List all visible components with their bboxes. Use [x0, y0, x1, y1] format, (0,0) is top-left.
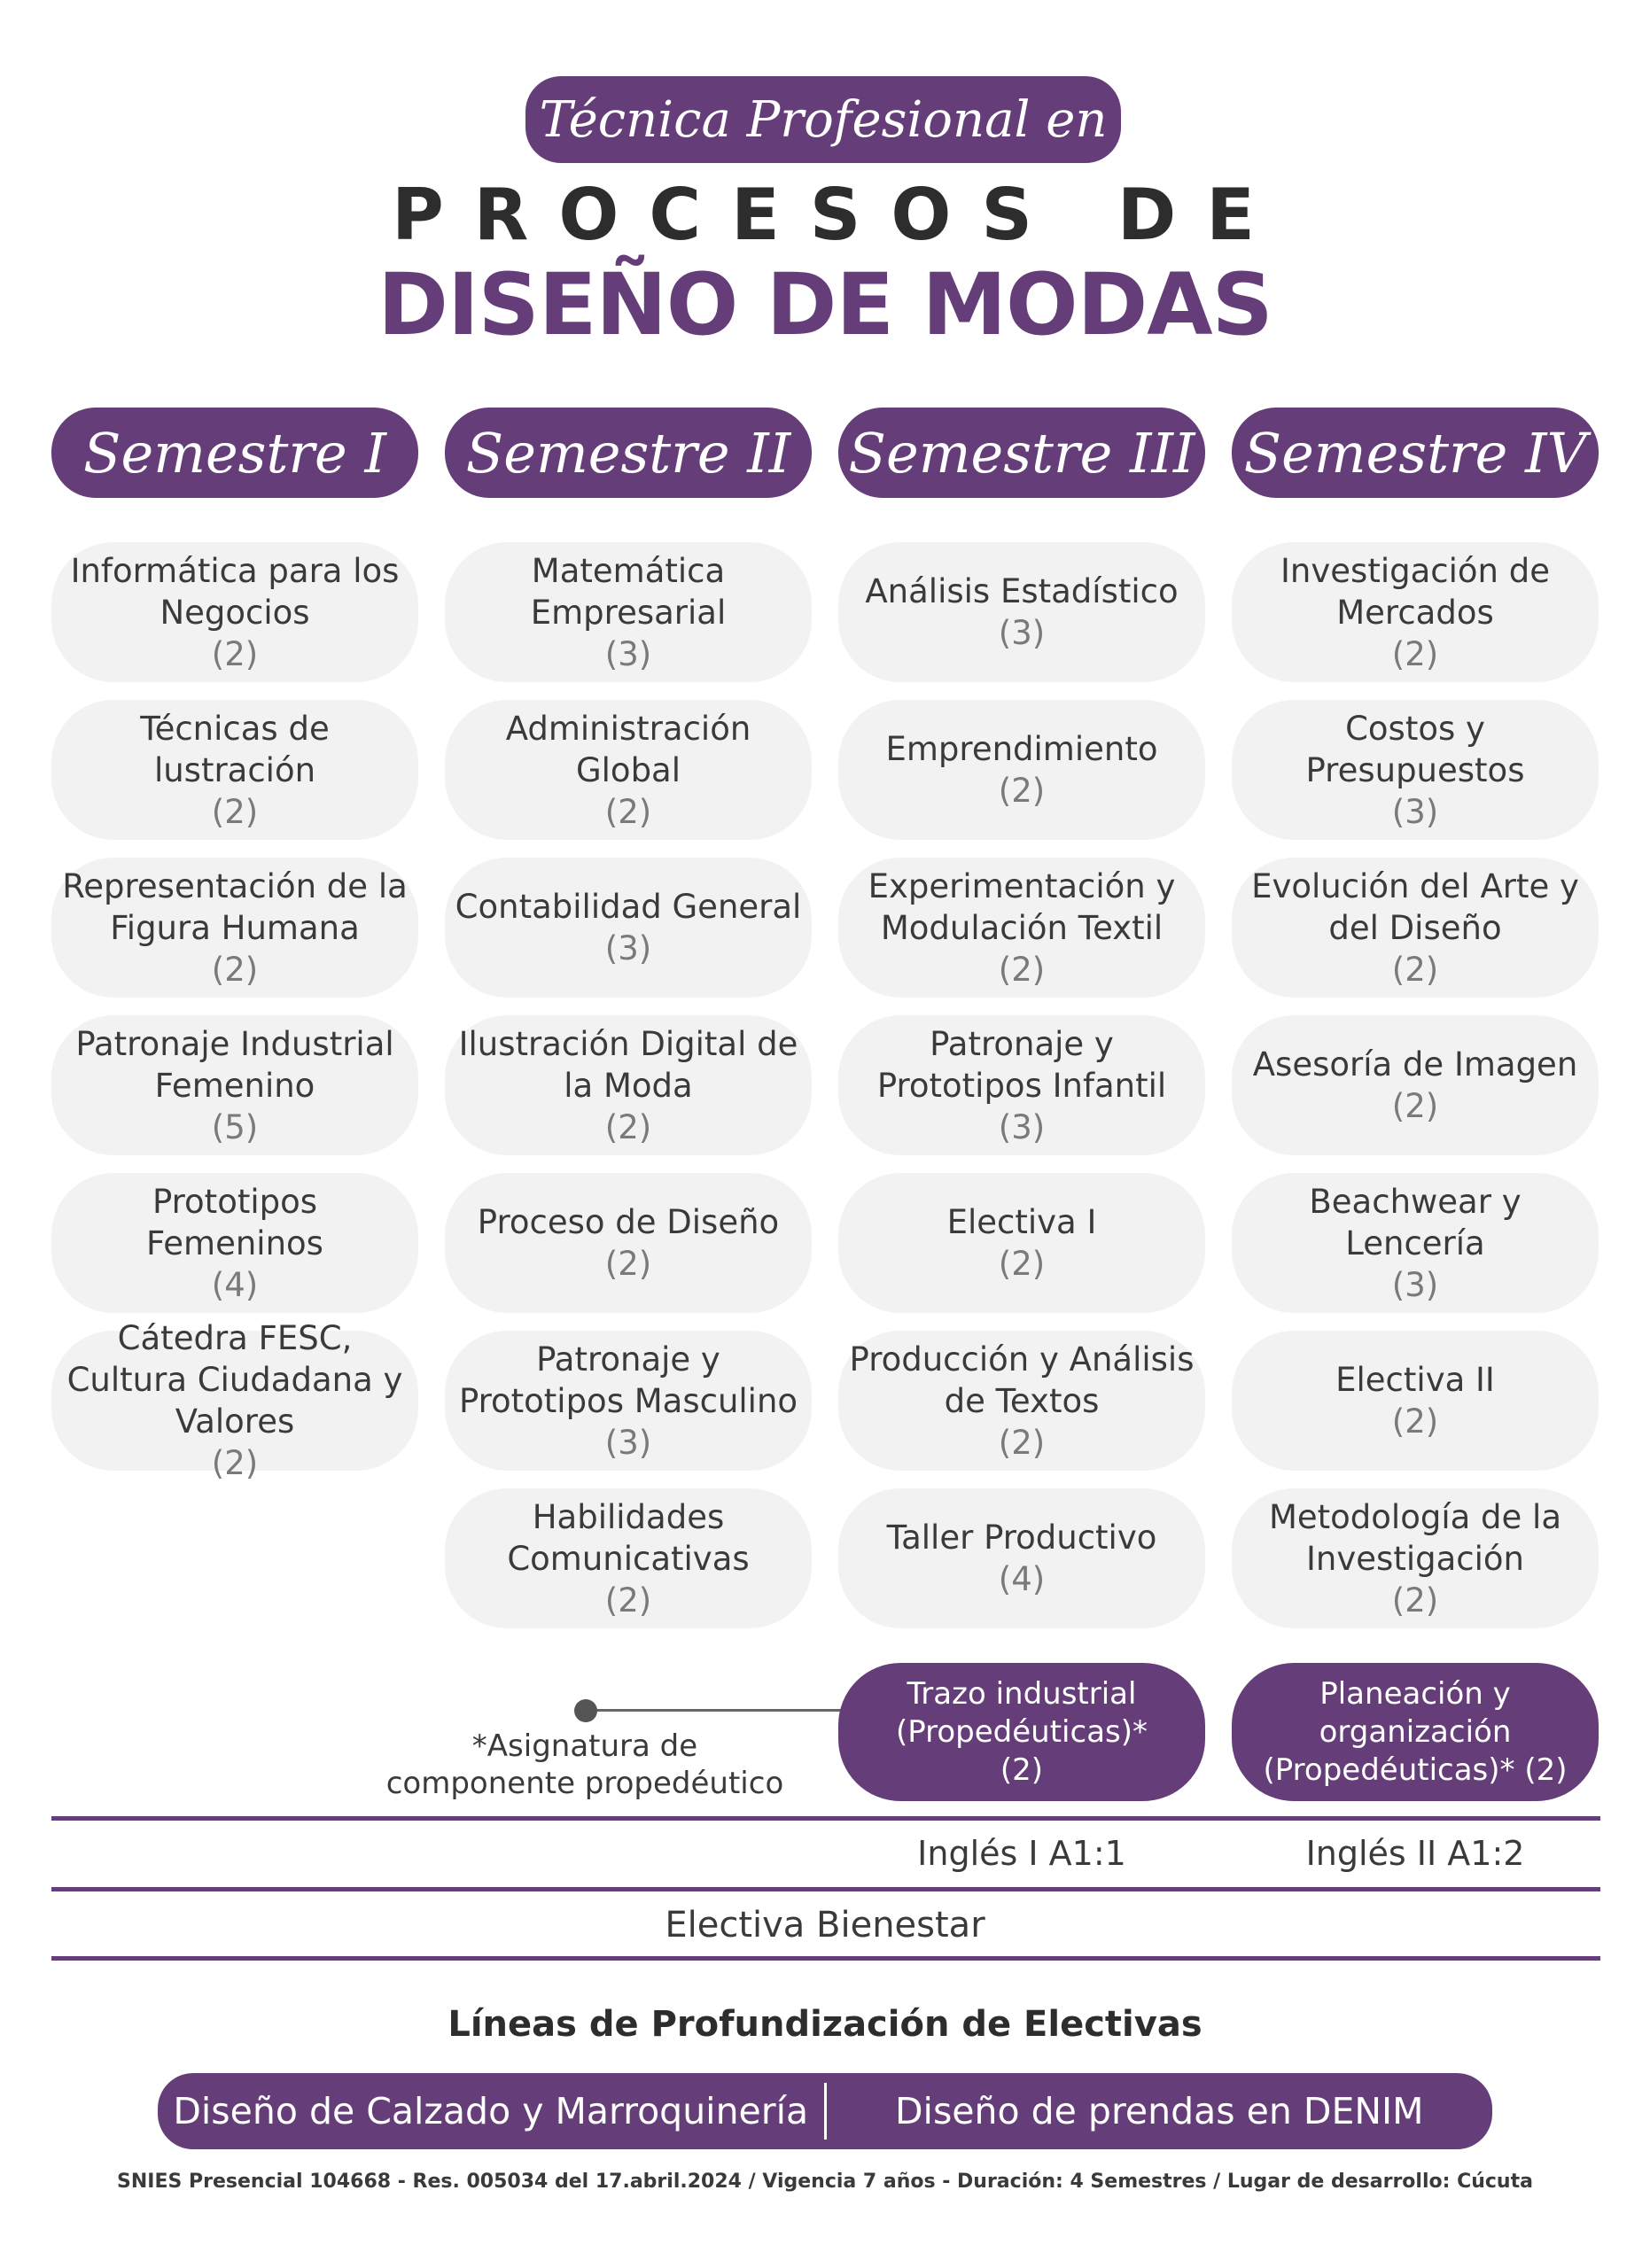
course-name: Taller Productivo: [886, 1518, 1157, 1557]
course-card: [838, 1488, 1205, 1628]
course-name: Administración Global: [505, 709, 751, 789]
program-type-label: Técnica Profesional en: [539, 90, 1108, 149]
course-name: Cátedra FESC, Cultura Ciudadana y Valores: [66, 1319, 403, 1441]
course-credits: (2): [604, 1581, 652, 1619]
course-credits: (2): [998, 772, 1046, 810]
divider-line: [51, 1887, 1600, 1891]
program-type-banner: [525, 76, 1121, 163]
course-name: Habilidades Comunicativas: [507, 1497, 750, 1578]
course-credits: (2): [211, 1444, 259, 1482]
course-credits: (3): [604, 1423, 652, 1462]
course-credits: (4): [998, 1560, 1046, 1598]
prop-line-1: Trazo industrial: [907, 1675, 1137, 1712]
semester-2-courses: [445, 542, 812, 1646]
course-name: Prototipos Femeninos: [146, 1182, 323, 1262]
propedeutic-course-sem4: [1232, 1663, 1599, 1801]
note-line-1: *Asignatura de: [471, 1728, 698, 1764]
semester-label: Semestre I: [83, 420, 386, 485]
course-card: [445, 1173, 812, 1313]
course-credits: (2): [211, 950, 259, 989]
course-card: [838, 1331, 1205, 1471]
bienestar-elective: Electiva Bienestar: [665, 1905, 985, 1946]
course-credits: (2): [211, 634, 259, 673]
footer-legal-text: SNIES Presencial 104668 - Res. 005034 del 17.abril.2024 / Vigencia 7 años - Duración: 4 Semestres / Lugar de desarrollo: Cúcuta: [117, 2171, 1533, 2193]
course-credits: (5): [211, 1107, 259, 1146]
english-sem3: Inglés I A1:1: [917, 1834, 1126, 1873]
propedeutic-note: [381, 1728, 789, 1802]
course-credits: (2): [1391, 1087, 1439, 1125]
course-credits: (2): [211, 792, 259, 831]
course-card: [1232, 700, 1599, 840]
course-credits: (2): [998, 950, 1046, 989]
course-card: [1232, 1488, 1599, 1628]
course-credits: (3): [998, 614, 1046, 652]
course-card: [1232, 1173, 1599, 1313]
course-card: [445, 1015, 812, 1155]
course-name: Investigación de Mercados: [1280, 551, 1550, 632]
course-card: [838, 858, 1205, 998]
course-credits: (2): [604, 1245, 652, 1283]
course-name: Representación de la Figura Humana: [62, 866, 408, 947]
course-name: Ilustración Digital de la Moda: [458, 1024, 798, 1105]
course-credits: (2): [1391, 950, 1439, 989]
course-card: [1232, 542, 1599, 682]
propedeutic-course-sem3: [838, 1663, 1205, 1801]
course-card: [51, 1015, 418, 1155]
course-name: Proceso de Diseño: [477, 1203, 780, 1241]
course-credits: (3): [1391, 1265, 1439, 1304]
course-credits: (2): [604, 1107, 652, 1146]
prop-line-1: Planeación y: [1319, 1675, 1511, 1712]
course-card: [51, 542, 418, 682]
prop-line-3: (2): [1000, 1751, 1044, 1788]
electives-heading: Líneas de Profundización de Electivas: [448, 2004, 1202, 2045]
course-card: [445, 1488, 812, 1628]
course-card: [838, 700, 1205, 840]
course-name: Producción y Análisis de Textos: [849, 1340, 1195, 1420]
course-card: [445, 858, 812, 998]
divider-line: [51, 1956, 1600, 1961]
course-name: Electiva II: [1335, 1361, 1495, 1399]
divider-line: [51, 1816, 1600, 1821]
prop-line-2: organización: [1319, 1713, 1512, 1750]
course-name: Costos y Presupuestos: [1305, 709, 1525, 789]
course-name: Matemática Empresarial: [530, 551, 727, 632]
course-name: Beachwear y Lencería: [1309, 1182, 1522, 1262]
electives-bar: [158, 2073, 1492, 2149]
course-credits: (2): [1391, 1581, 1439, 1619]
semester-label: Semestre II: [465, 420, 791, 485]
prop-line-2: (Propedéuticas)*: [895, 1713, 1148, 1750]
course-name: Emprendimiento: [885, 730, 1158, 768]
course-credits: (3): [1391, 792, 1439, 831]
semester-1-courses: [51, 542, 418, 1488]
course-name: Técnicas de lustración: [140, 709, 330, 789]
course-name: Contabilidad General: [455, 888, 802, 926]
course-name: Informática para los Negocios: [70, 551, 400, 632]
note-connector-line: [587, 1709, 844, 1712]
english-sem4: Inglés II A1:2: [1305, 1834, 1525, 1873]
course-card: [1232, 1331, 1599, 1471]
course-card: [51, 700, 418, 840]
elective-line-right: Diseño de prendas en DENIM: [894, 2090, 1424, 2132]
semester-header-3: [838, 408, 1205, 498]
semester-label: Semestre III: [848, 420, 1195, 485]
course-credits: (4): [211, 1265, 259, 1304]
course-card: [838, 1173, 1205, 1313]
note-connector-dot: [574, 1699, 597, 1722]
course-credits: (2): [1391, 1402, 1439, 1441]
semester-label: Semestre IV: [1243, 420, 1587, 485]
course-credits: (2): [1391, 634, 1439, 673]
course-name: Patronaje Industrial Femenino: [75, 1024, 394, 1105]
course-name: Patronaje y Prototipos Infantil: [876, 1024, 1167, 1105]
course-card: [838, 1015, 1205, 1155]
note-line-2: componente propedéutico: [385, 1766, 784, 1801]
course-card: [445, 542, 812, 682]
course-card: [1232, 1015, 1599, 1155]
course-card: [51, 1173, 418, 1313]
course-card: [51, 858, 418, 998]
semester-header-1: [51, 408, 418, 498]
course-card: [445, 700, 812, 840]
course-card: [1232, 858, 1599, 998]
course-card: [445, 1331, 812, 1471]
prop-line-3: (Propedéuticas)* (2): [1263, 1751, 1568, 1788]
course-card: [838, 542, 1205, 682]
course-credits: (2): [604, 792, 652, 831]
semester-header-4: [1232, 408, 1599, 498]
course-credits: (2): [998, 1423, 1046, 1462]
course-name: Experimentación y Modulación Textil: [868, 866, 1176, 947]
course-name: Análisis Estadístico: [865, 572, 1179, 610]
title-line-1: PROCESOS DE: [392, 174, 1285, 256]
elective-line-left: Diseño de Calzado y Marroquinería: [173, 2090, 809, 2132]
course-name: Electiva I: [946, 1203, 1097, 1241]
course-name: Evolución del Arte y del Diseño: [1251, 866, 1579, 947]
course-credits: (2): [998, 1245, 1046, 1283]
course-name: Patronaje y Prototipos Masculino: [458, 1340, 798, 1420]
course-credits: (3): [998, 1107, 1046, 1146]
course-credits: (3): [604, 929, 652, 967]
course-name: Metodología de la Investigación: [1268, 1497, 1562, 1578]
semester-4-courses: [1232, 542, 1599, 1646]
course-credits: (3): [604, 634, 652, 673]
course-name: Asesoría de Imagen: [1252, 1045, 1578, 1084]
title-line-2: DISEÑO DE MODAS: [377, 255, 1273, 354]
course-card: [51, 1319, 418, 1482]
semester-3-courses: [838, 542, 1205, 1646]
semester-header-2: [445, 408, 812, 498]
